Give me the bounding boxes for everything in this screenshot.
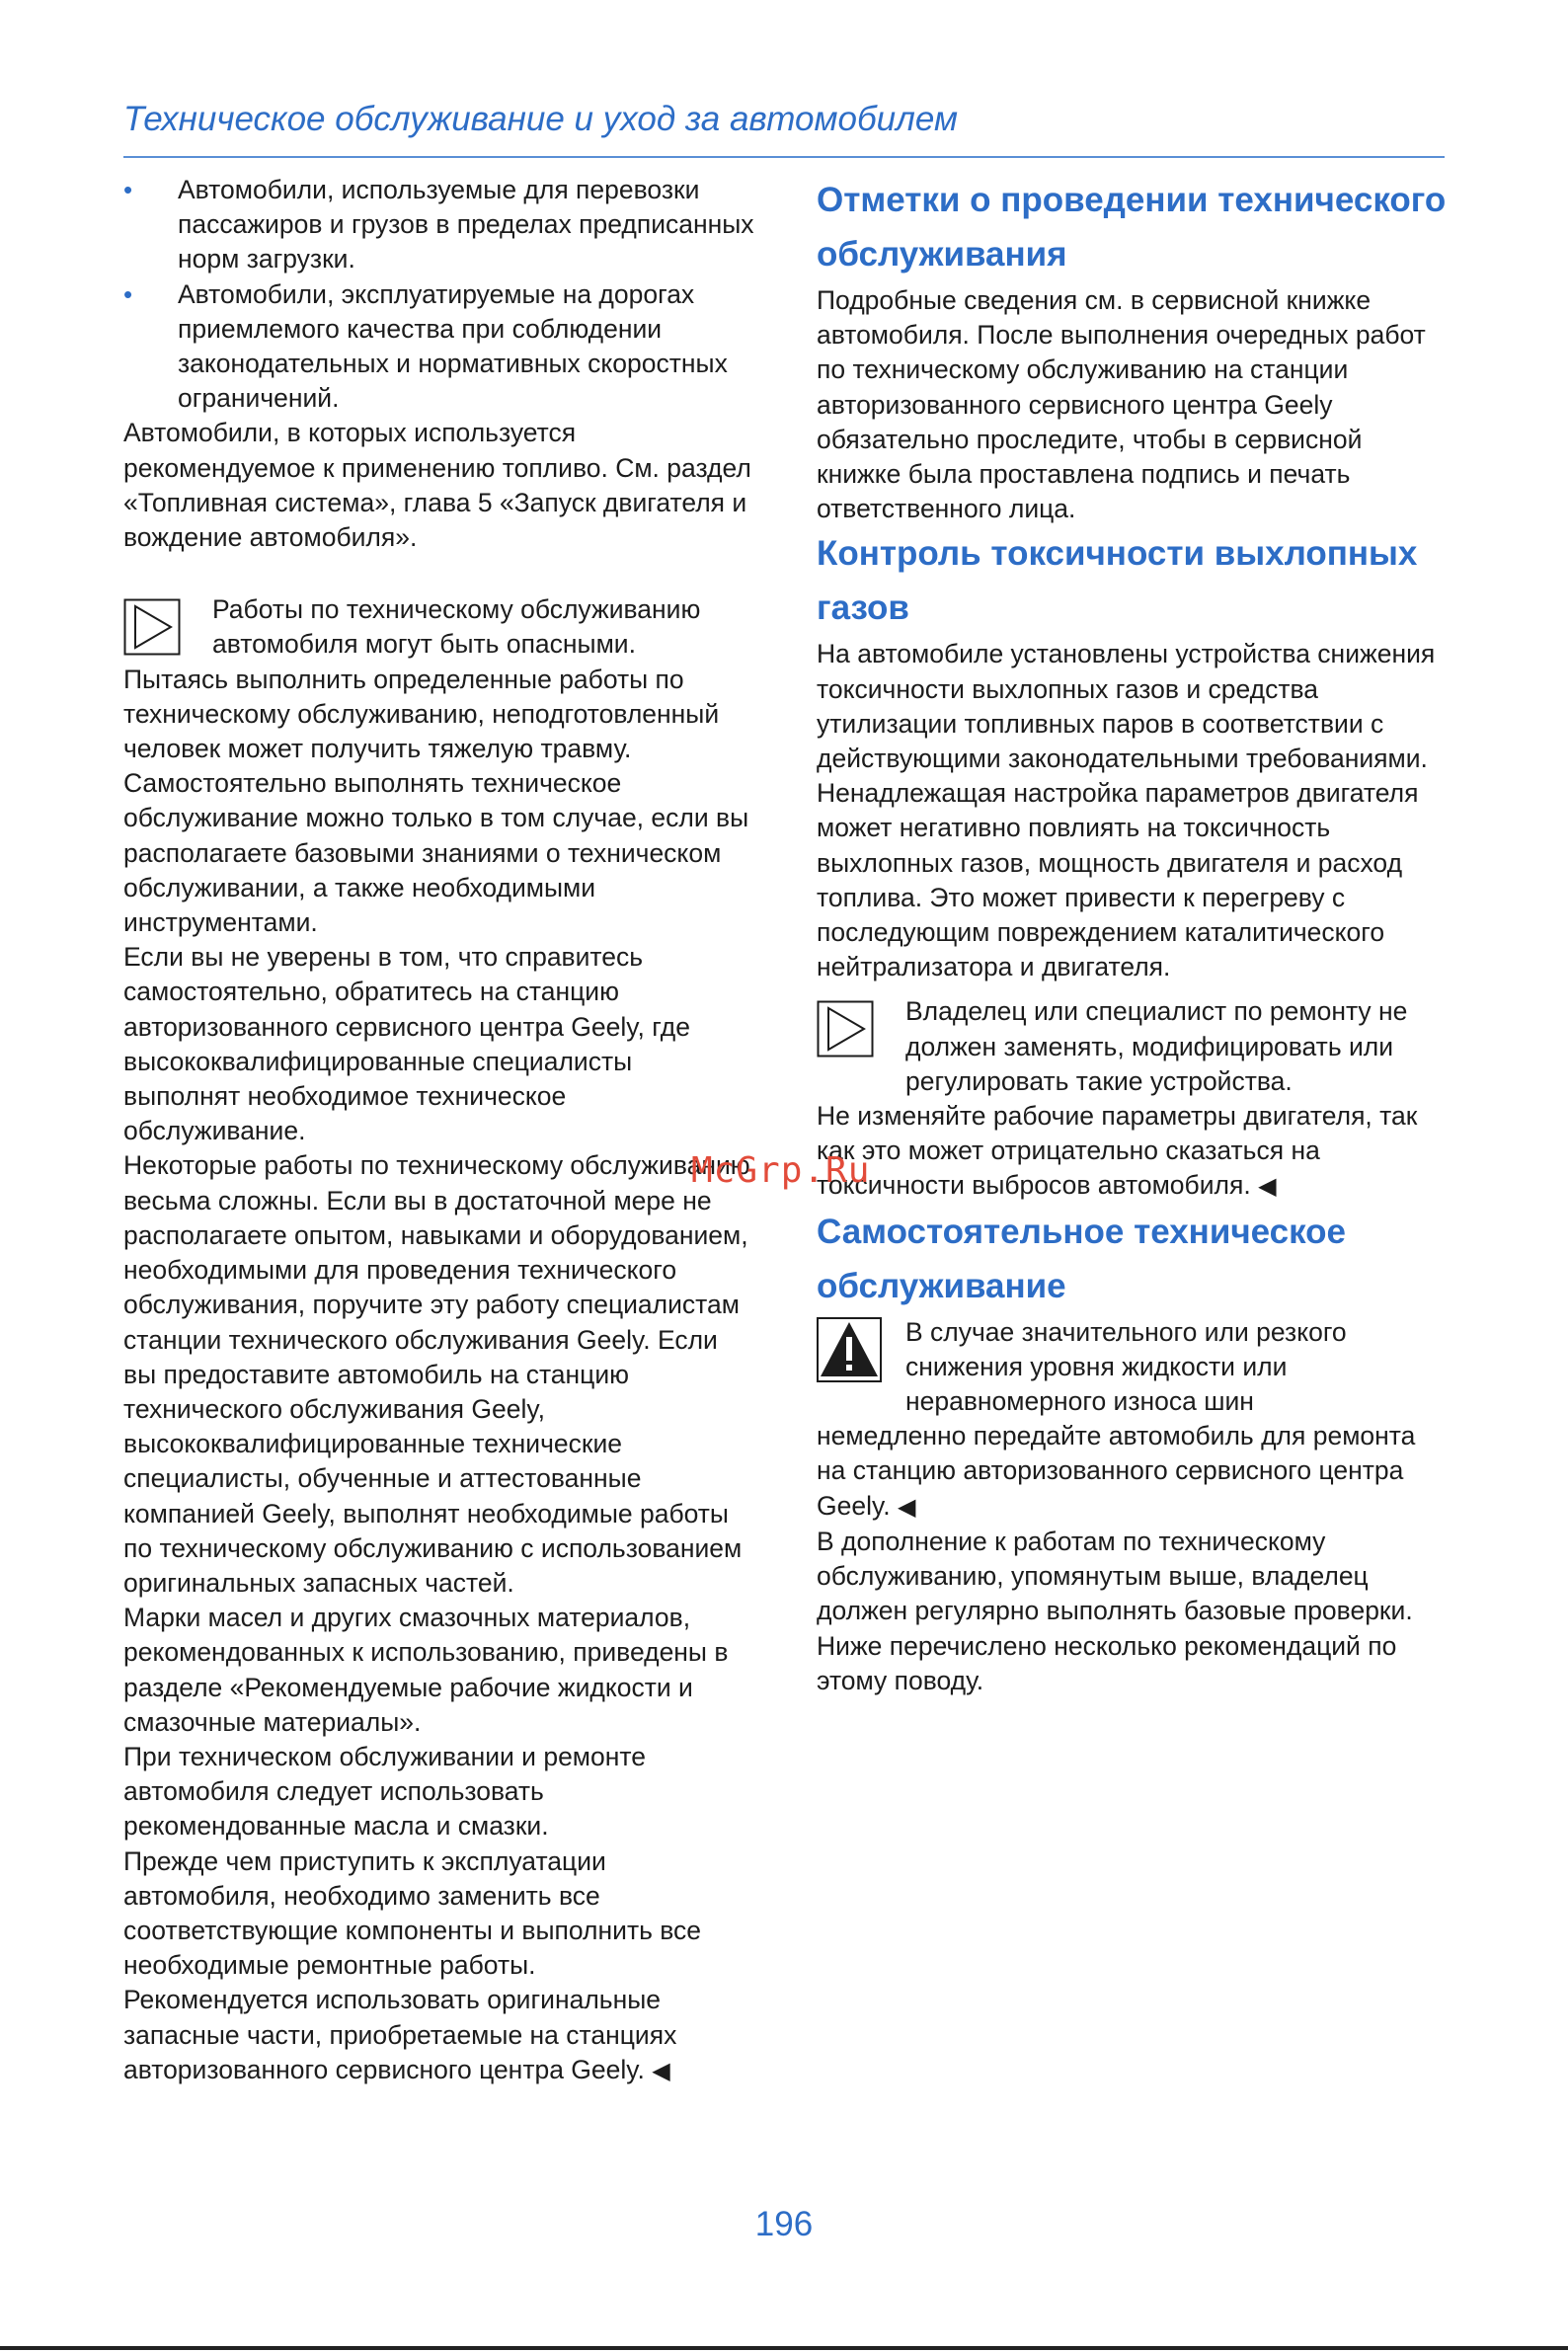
warning-body-text [817, 1419, 1449, 1525]
self-service-paragraph: В дополнение к работам по техническому обслуживанию, упомянутым выше, владелец должен регулярно выполнять базовые проверки. Ниже перечислено несколько рекомендаций по этому поводу. [817, 1526, 1413, 1695]
parts-text: Рекомендуется использовать оригинальные запасные части, приобретаемые на станциях авторизованного сервисного центра Geely. [123, 1985, 677, 2084]
maintenance-danger-note [123, 592, 755, 940]
emissions-paragraph-1: На автомобиле установлены устройства снижения токсичности выхлопных газов и средства утилизации топливных паров в соответствии с действующими законодательными требованиями. [817, 639, 1436, 774]
emissions-paragraph-2: Ненадлежащая настройка параметров двигателя может негативно повлиять на токсичность выхлопных газов, мощность двигателя и расход топлива. Это может привести к перегреву с последующим повреждением каталитического нейтрализатора и двигателя. [817, 778, 1419, 982]
use-oils-paragraph: При техническом обслуживании и ремонте автомобиля следует использовать рекомендованные масла и смазки. [123, 1741, 646, 1842]
bullet-icon: • [123, 278, 133, 309]
left-column [123, 173, 755, 2088]
page-header-title: Техническое обслуживание и уход за автомобилем [123, 100, 958, 138]
warning-body-content: немедленно передайте автомобиль для ремонта на станцию авторизованного сервисного центра Geely. [817, 1421, 1416, 1521]
play-triangle-note-icon [817, 1000, 874, 1058]
note-first-line [817, 994, 1449, 1099]
footer-divider [0, 2346, 1568, 2350]
original-parts-paragraph [123, 1983, 755, 2088]
bullet-text: Автомобили, эксплуатируемые на дорогах приемлемого качества при соблюдении законодательных и нормативных скоростных ограничений. [178, 278, 728, 414]
end-mark-icon: ◀ [1258, 1173, 1277, 1201]
unsure-paragraph: Если вы не уверены в том, что справитесь самостоятельно, обратитесь на станцию авторизованного сервисного центра Geely, где высококвалифицированные специалисты выполнят необходимое техническое обслуживание. [123, 942, 690, 1146]
note-body-text: Пытаясь выполнить определенные работы по техническому обслуживанию, неподготовленный человек может получить тяжелую травму. Самостоятельно выполнять техническое обслуживание можно только в том случае, если вы располагаете базовыми знаниями о техническом обслуживании, а также необходимыми инструментами. [123, 664, 749, 938]
note-lead-text: Работы по техническому обслуживанию автомобиля могут быть опасными. [212, 594, 701, 660]
conditions-list [123, 173, 755, 416]
complex-work-paragraph: Некоторые работы по техническому обслуживанию весьма сложны. Если вы в достаточной мере не располагаете опытом, навыками и оборудованием, необходимыми для проведения технического обслуживания, поручите эту работу специалистам станции технического обслуживания Geely. Если вы предоставите автомобиль на станцию технического обслуживания Geely, высококвалифицированные технические специалисты, обученные и аттестованные компанией Geely, выполнят необходимые работы по техническому обслуживанию с использованием оригинальных запасных частей. [123, 1150, 750, 1598]
exclamation-warning-icon [817, 1317, 882, 1382]
note-body-content: Не изменяйте рабочие параметры двигателя, так как это может отрицательно сказаться на токсичности выбросов автомобиля. [817, 1101, 1418, 1201]
before-operation-paragraph: Прежде чем приступить к эксплуатации автомобиля, необходимо заменить все соответствующие компоненты и выполнить все необходимые ремонтные работы. [123, 1845, 702, 1981]
service-marks-paragraph: Подробные сведения см. в сервисной книжке автомобиля. После выполнения очередных работ по техническому обслуживанию на станции авторизованного сервисного центра Geely обязательно проследите, чтобы в сервисной книжке была проставлена подпись и печать ответственного лица. [817, 285, 1426, 524]
note-lead-text: Владелец или специалист по ремонту не должен заменять, модифицировать или регулировать такие устройства. [905, 996, 1408, 1096]
tire-fluid-warning [817, 1315, 1449, 1525]
header-divider [123, 156, 1445, 158]
list-item [123, 173, 755, 277]
page-number: 196 [754, 2205, 814, 2243]
play-triangle-note-icon [123, 598, 181, 656]
watermark-text: McGrp.Ru [691, 1150, 871, 1191]
warning-first-line [817, 1315, 1449, 1420]
emissions-note [817, 994, 1449, 1204]
heading-emissions: Контроль токсичности выхлопных газов [817, 534, 1418, 628]
heading-service-marks: Отметки о проведении технического обслуживания [817, 181, 1447, 274]
end-mark-icon: ◀ [898, 1493, 916, 1521]
list-item [123, 277, 755, 417]
note-first-line [123, 592, 755, 662]
warning-lead-text: В случае значительного или резкого снижения уровня жидкости или неравномерного износа шин [905, 1316, 1347, 1417]
bullet-icon: • [123, 175, 133, 204]
heading-self-service: Самостоятельное техническое обслуживание [817, 1212, 1347, 1305]
bullet-text: Автомобили, используемые для перевозки пассажиров и грузов в пределах предписанных норм загрузки. [178, 175, 754, 274]
fuel-paragraph: Автомобили, в которых используется рекомендуемое к применению топливо. См. раздел «Топливная система», глава 5 «Запуск двигателя и вождение автомобиля». [123, 418, 751, 553]
right-column [817, 173, 1449, 1698]
oils-paragraph: Марки масел и других смазочных материалов, рекомендованных к использованию, приведены в разделе «Рекомендуемые рабочие жидкости и смазочные материалы». [123, 1603, 729, 1737]
end-mark-icon: ◀ [652, 2057, 670, 2084]
note-body-text [817, 1099, 1449, 1205]
